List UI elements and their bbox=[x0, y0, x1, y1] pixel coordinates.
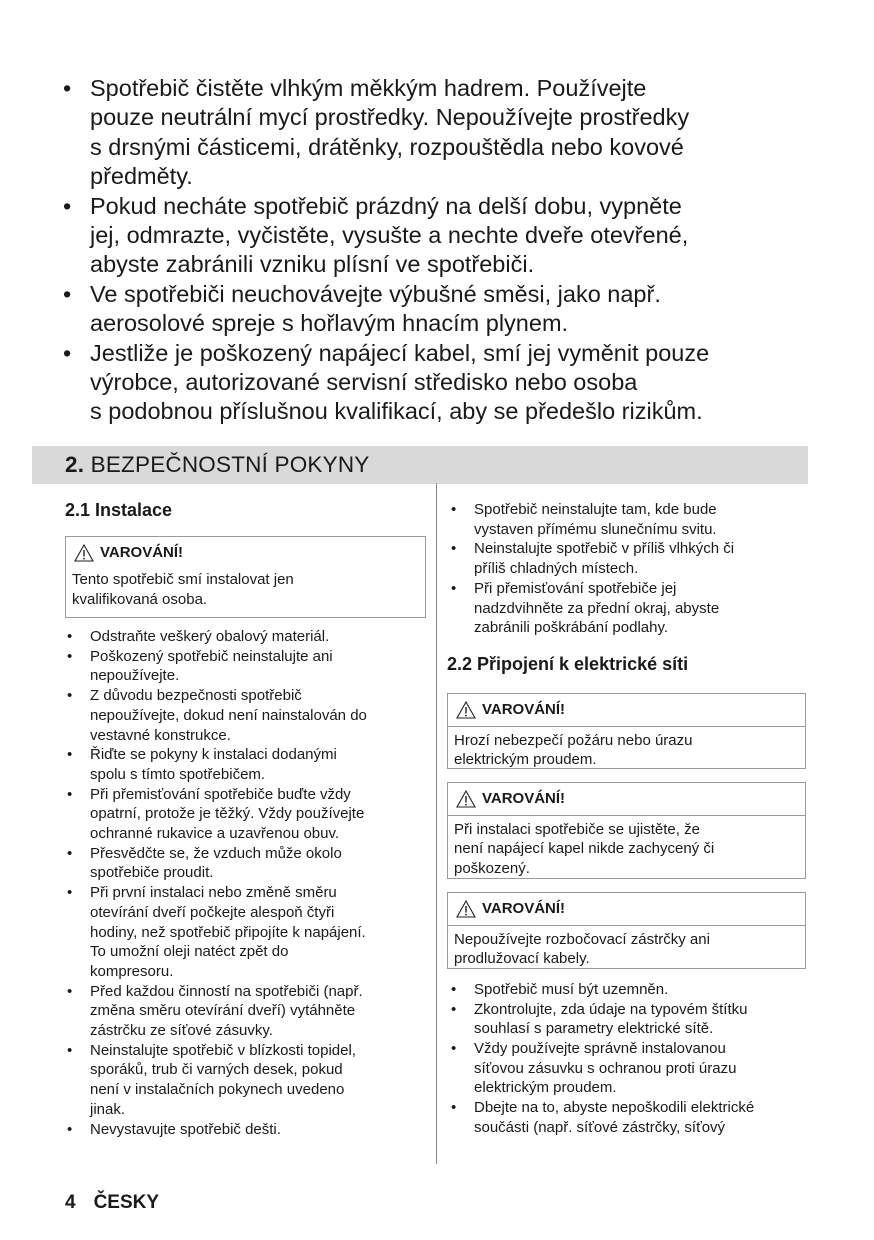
section-title-text: BEZPEČNOSTNÍ POKYNY bbox=[90, 452, 370, 477]
bullet-icon: • bbox=[67, 647, 73, 665]
list-item-text: Přesvědčte se, že vzduch může okolo spotřebiče proudit. bbox=[90, 844, 342, 882]
list-item-text: Při první instalaci nebo změně směru otevírání dveří počkejte alespoň čtyři hodiny, než spotřebič připojíte k napájení. To umožní oleji natéct zpět do kompresoru. bbox=[90, 884, 366, 980]
bullet-icon: • bbox=[67, 746, 73, 764]
bullet-icon: • bbox=[63, 192, 72, 219]
page-footer bbox=[65, 1192, 159, 1214]
warning-text: Při instalaci spotřebiče se ujistěte, že není napájecí kapel nikde zachycený či poškozený. bbox=[448, 815, 805, 879]
bullet-icon: • bbox=[67, 844, 73, 862]
bullet-icon: • bbox=[67, 785, 73, 803]
list-item bbox=[67, 844, 426, 883]
list-item bbox=[67, 1041, 426, 1120]
list-item-text: Řiďte se pokyny k instalaci dodanými spolu s tímto spotřebičem. bbox=[90, 746, 337, 783]
left-column bbox=[65, 499, 426, 1139]
bullet-icon: • bbox=[63, 339, 72, 366]
bullet-icon: • bbox=[451, 1000, 457, 1018]
list-item-text: Při přemisťování spotřebiče jej nadzdvihněte za přední okraj, abyste zabránili poškrábání podlahy. bbox=[474, 579, 720, 637]
bullet-icon: • bbox=[63, 75, 72, 101]
bullet-icon: • bbox=[67, 1120, 73, 1138]
installation-bullet-list-continued bbox=[451, 500, 811, 638]
list-item-text: Vždy používejte správně instalovanou síťovou zásuvku s ochranou proti úrazu elektrickým proudem. bbox=[474, 1040, 737, 1097]
footer-language: ČESKY bbox=[93, 1192, 160, 1213]
list-item bbox=[60, 74, 820, 192]
bullet-icon: • bbox=[451, 1040, 457, 1058]
list-item-text: Odstraňte veškerý obalový materiál. bbox=[90, 628, 330, 645]
electrical-heading: 2.2 Připojení k elektrické síti bbox=[447, 653, 689, 674]
list-item bbox=[67, 785, 426, 844]
warning-label: VAROVÁNÍ! bbox=[482, 700, 566, 718]
warning-box bbox=[65, 536, 426, 618]
section-number: 2. bbox=[65, 452, 85, 477]
page-number: 4 bbox=[65, 1192, 76, 1213]
warning-text: Nepoužívejte rozbočovací zástrčky ani prodlužovací kabely. bbox=[448, 925, 805, 969]
list-item bbox=[451, 1039, 811, 1098]
electrical-bullet-list bbox=[451, 980, 811, 1138]
list-item-text: Poškozený spotřebič neinstalujte ani nepoužívejte. bbox=[90, 647, 333, 685]
bullet-icon: • bbox=[451, 540, 457, 558]
list-item bbox=[60, 280, 820, 339]
bullet-icon: • bbox=[67, 982, 73, 1000]
warning-label: VAROVÁNÍ! bbox=[482, 789, 566, 807]
bullet-icon: • bbox=[451, 980, 457, 998]
list-item-text: Jestliže je poškozený napájecí kabel, smí jej vyměnit pouze výrobce, autorizované servisní středisko nebo osoba s podobnou příslušnou kvalifikací, aby se předešlo rizikům. bbox=[90, 339, 710, 425]
list-item-text: Spotřebič neinstalujte tam, kde bude vystaven přímému slunečnímu svitu. bbox=[474, 501, 717, 538]
bullet-icon: • bbox=[67, 884, 73, 902]
list-item-text: Dbejte na to, abyste nepoškodili elektrické součásti (např. síťové zástrčky, síťový bbox=[474, 1099, 755, 1136]
list-item-text: Z důvodu bezpečnosti spotřebič nepoužívejte, dokud není nainstalován do vestavné konstrukce. bbox=[90, 687, 367, 744]
bullet-icon: • bbox=[67, 1041, 73, 1059]
list-item bbox=[451, 539, 811, 578]
intro-bullet-list bbox=[60, 74, 820, 427]
warning-triangle-icon bbox=[456, 701, 476, 719]
list-item bbox=[451, 980, 811, 1000]
list-item bbox=[67, 627, 426, 647]
list-item bbox=[67, 883, 426, 982]
list-item bbox=[67, 745, 426, 784]
list-item-text: Neinstalujte spotřebič v příliš vlhkých či příliš chladných místech. bbox=[474, 540, 735, 578]
warning-text: Tento spotřebič smí instalovat jen kvalifikovaná osoba. bbox=[72, 571, 294, 608]
list-item-text: Při přemisťování spotřebiče buďte vždy opatrní, protože je těžký. Vždy používejte ochranné rukavice a uzavřenou obuv. bbox=[90, 785, 365, 843]
list-item-text: Pokud necháte spotřebič prázdný na delší dobu, vypněte jej, odmrazte, vyčistěte, vysušte a nechte dveře otevřené, abyste zabránili vzniku plísní ve spotřebiči. bbox=[90, 192, 689, 278]
list-item bbox=[67, 982, 426, 1041]
list-item-text: Zkontrolujte, zda údaje na typovém štítku souhlasí s parametry elektrické sítě. bbox=[474, 1000, 748, 1038]
installation-heading: 2.1 Instalace bbox=[65, 500, 173, 520]
installation-bullet-list bbox=[67, 627, 426, 1139]
list-item bbox=[451, 500, 811, 539]
column-divider bbox=[436, 483, 437, 1164]
warning-triangle-icon bbox=[456, 900, 476, 918]
list-item-text: Před každou činností na spotřebiči (např. změna směru otevírání dveří) vytáhněte zástrčku ze síťové zásuvky. bbox=[90, 982, 363, 1040]
bullet-icon: • bbox=[451, 579, 457, 597]
list-item-text: Ve spotřebiči neuchovávejte výbušné směsi, jako např. aerosolové spreje s hořlavým hnacím plynem. bbox=[90, 280, 661, 337]
warning-box bbox=[447, 892, 806, 969]
list-item-text: Spotřebič čistěte vlhkým měkkým hadrem. Používejte pouze neutrální mycí prostředky. Nepoužívejte prostředky s drsnými částicemi, drátěnky, rozpouštědla nebo kovové předměty. bbox=[90, 75, 690, 190]
warning-text: Hrozí nebezpečí požáru nebo úrazu elektrickým proudem. bbox=[448, 726, 805, 770]
warning-label: VAROVÁNÍ! bbox=[482, 899, 566, 917]
list-item bbox=[67, 1120, 426, 1140]
warning-triangle-icon bbox=[456, 790, 476, 808]
bullet-icon: • bbox=[67, 628, 73, 645]
list-item bbox=[60, 192, 820, 280]
bullet-icon: • bbox=[451, 1099, 457, 1117]
right-column bbox=[447, 500, 811, 1138]
list-item bbox=[451, 1000, 811, 1039]
section-header bbox=[32, 446, 808, 484]
warning-label: VAROVÁNÍ! bbox=[100, 544, 184, 561]
list-item bbox=[67, 647, 426, 686]
list-item bbox=[451, 1098, 811, 1137]
bullet-icon: • bbox=[67, 687, 73, 705]
list-item bbox=[60, 339, 820, 427]
list-item-text: Neinstalujte spotřebič v blízkosti topidel, sporáků, trub či varných desek, pokud není v instalačních pokynech uvedeno jinak. bbox=[90, 1041, 356, 1118]
list-item bbox=[67, 686, 426, 745]
section-title bbox=[65, 452, 369, 478]
list-item-text: Nevystavujte spotřebič dešti. bbox=[90, 1120, 281, 1138]
list-item bbox=[451, 579, 811, 638]
bullet-icon: • bbox=[63, 280, 72, 307]
list-item-text: Spotřebič musí být uzemněn. bbox=[474, 980, 669, 998]
warning-box bbox=[447, 782, 806, 879]
warning-box bbox=[447, 693, 806, 769]
bullet-icon: • bbox=[451, 501, 457, 518]
warning-triangle-icon bbox=[74, 544, 94, 562]
